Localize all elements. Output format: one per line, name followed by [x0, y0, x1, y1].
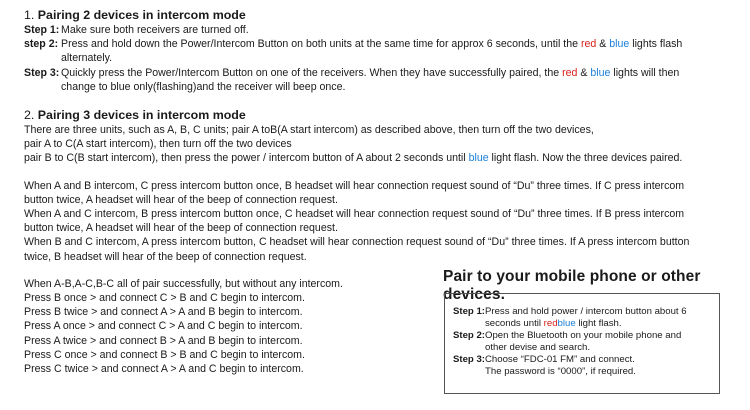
step-text: Open the Bluetooth on your mobile phone and [485, 330, 682, 341]
red-word: red [543, 318, 558, 329]
step-text: Choose “FDC-01 FM” and connect. [485, 354, 635, 365]
section1-title: Pairing 2 devices in intercom mode [37, 8, 246, 22]
combo-line: Press A twice > and connect B > A and B begin to intercom. [24, 334, 303, 347]
phone-pairing-box [444, 293, 720, 394]
step-label: Step 2: [453, 330, 485, 341]
red-word: red [562, 66, 578, 79]
request-line: When A and B intercom, C press intercom button once, B headset will hear connection request sound of “Du” three times. If C press intercom [24, 179, 685, 192]
combo-line: When A-B,A-C,B-C all of pair successfully, but without any intercom. [24, 277, 343, 290]
section1-step-3 [24, 66, 740, 94]
step-label: Step 3: [453, 354, 485, 365]
step-label: step 2: [24, 38, 59, 51]
step-label: Step 3: [24, 66, 60, 79]
blue-word: blue [590, 66, 611, 79]
intro-text: pair B to C(B start intercom), then press the power / intercom button of A about 2 seconds until [24, 152, 469, 165]
blue-word: blue [557, 318, 576, 329]
step-text: Press and hold power / intercom button about 6 [485, 306, 687, 317]
phone-pairing-title: Pair to your mobile phone or other devices. [443, 268, 701, 303]
request-line: When A and C intercom, B press intercom button once, C headset will hear connection request sound of “Du” three times. If B press intercom [24, 208, 685, 221]
step-text-line2: other devise and search. [485, 342, 591, 353]
step-text-end: lights flash [629, 38, 683, 51]
phone-step-3 [453, 354, 713, 378]
section2-number: 2. [24, 108, 35, 123]
combo-line: Press B twice > and connect A > A and B begin to intercom. [24, 306, 303, 319]
step-text-line2: The password is “0000”, if required. [485, 366, 636, 377]
step-text-end: lights will then [610, 66, 680, 79]
request-line: When B and C intercom, A press intercom button, C headset will hear connection request sound of “Du” three times. If A press intercom button [24, 236, 690, 249]
step-label: Step 1: [24, 24, 60, 36]
ampersand: & [577, 66, 591, 79]
ampersand: & [596, 38, 610, 51]
request-line: button twice, A headset will hear of the beep of connection request. [24, 193, 338, 206]
intro-line-3 [24, 151, 740, 165]
section1-step-2 [24, 37, 740, 65]
blue-word: blue [609, 38, 630, 51]
section2-title: Pairing 3 devices in intercom mode [37, 108, 246, 123]
section2-heading [24, 108, 740, 123]
request-line: button twice, A headset will hear of the beep of connection request. [24, 222, 338, 235]
request-line: twice, B headset will hear of the beep of connection request. [24, 250, 307, 263]
combo-line: Press C once > and connect B > B and C begin to intercom. [24, 348, 305, 361]
step-text: Quickly press the Power/Intercom Button on one of the receivers. When they have successfully paired, the [61, 66, 563, 79]
step-text-line2: alternately. [61, 52, 113, 65]
phone-step-2 [453, 330, 713, 354]
step-text: Make sure both receivers are turned off. [61, 24, 249, 36]
blue-word: blue [468, 152, 489, 165]
section1-heading [24, 8, 740, 23]
phone-step-1 [453, 306, 713, 330]
step-text-line2: change to blue only(flashing)and the receiver will beep once. [61, 80, 346, 93]
intro-text-end: light flash. Now the three devices paired. [488, 152, 683, 165]
combo-line: Press B once > and connect C > B and C begin to intercom. [24, 292, 305, 305]
step-text-end: light flash. [575, 318, 622, 329]
intro-line: There are three units, such as A, B, C units; pair A toB(A start intercom) as described above, then turn off the two devices, [24, 124, 594, 137]
section1-number: 1. [24, 8, 35, 22]
step-text: Press and hold down the Power/Intercom Button on both units at the same time for approx 6 seconds, until the [61, 38, 581, 51]
intro-line: pair A to C(A start intercom), then turn off the two devices [24, 138, 292, 151]
section1-step-1 [24, 23, 740, 37]
combo-line: Press C twice > and connect A > A and C begin to intercom. [24, 363, 304, 376]
step-label: Step 1: [453, 306, 485, 317]
combo-line: Press A once > and connect C > A and C begin to intercom. [24, 320, 303, 333]
red-word: red [580, 38, 597, 51]
step-text-line2: seconds until [485, 318, 544, 329]
